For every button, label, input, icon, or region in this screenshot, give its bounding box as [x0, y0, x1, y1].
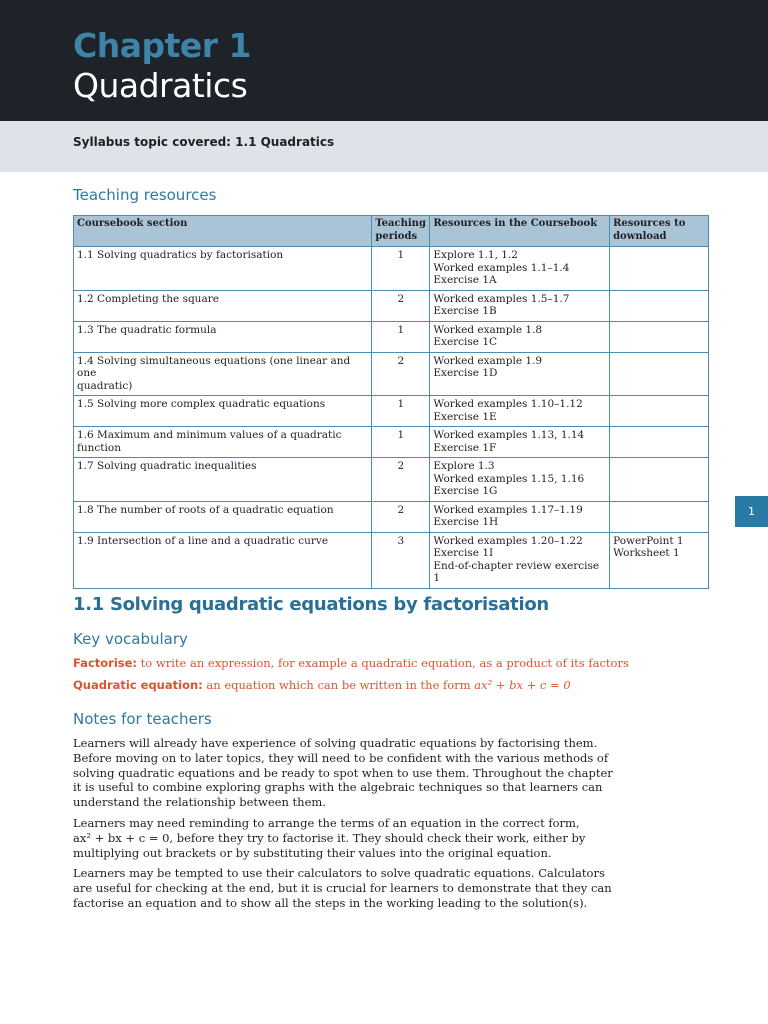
- table-row: [74, 427, 709, 458]
- section-cell: 1.9 Intersection of a line and a quadratic curve: [74, 532, 372, 588]
- section-cell: 1.6 Maximum and minimum values of a quadratic function: [74, 427, 372, 458]
- section-cell: 1.4 Solving simultaneous equations (one linear and one quadratic): [74, 352, 372, 396]
- section-cell: 1.1 Solving quadratics by factorisation: [74, 247, 372, 291]
- download-cell: [610, 321, 709, 352]
- chapter-number: Chapter 1: [73, 26, 251, 65]
- periods-cell: 2: [372, 458, 430, 502]
- chapter-header: [0, 0, 768, 121]
- table-row: [74, 247, 709, 291]
- teaching-resources-heading: Teaching resources: [73, 186, 217, 204]
- vocab-term: Factorise:: [73, 656, 138, 670]
- notes-paragraph: Learners will already have experience of solving quadratic equations by factorising them. Before moving on to later topics, they will need to be confident with the various methods of solving quadratic equations and be ready to spot when to use them. Throughout the chapter it is useful to combine exploring graphs with the algebraic techniques so that learners can understand the relationship between them.: [73, 736, 613, 810]
- vocab-item-quadratic-equation: [73, 678, 571, 692]
- notes-paragraph: Learners may need reminding to arrange the terms of an equation in the correct form, ax² + bx + c = 0, before they try to factorise it. They should check their work, either by multiplying out brackets or by substituting their values into the original equation.: [73, 816, 586, 860]
- key-vocabulary-heading: Key vocabulary: [73, 630, 188, 648]
- periods-cell: 2: [372, 290, 430, 321]
- syllabus-topic: Syllabus topic covered: 1.1 Quadratics: [73, 135, 335, 149]
- notes-for-teachers-heading: Notes for teachers: [73, 710, 212, 728]
- periods-cell: 1: [372, 427, 430, 458]
- periods-cell: 1: [372, 321, 430, 352]
- table-header-row: [74, 216, 709, 247]
- resources-cell: Worked example 1.8 Exercise 1C: [430, 321, 610, 352]
- column-header: Resources in the Coursebook: [430, 216, 610, 247]
- download-cell: [610, 290, 709, 321]
- table-row: [74, 352, 709, 396]
- periods-cell: 1: [372, 396, 430, 427]
- vocab-definition: an equation which can be written in the form: [206, 678, 471, 692]
- table-row: [74, 396, 709, 427]
- download-cell: [610, 501, 709, 532]
- column-header: Resources to download: [610, 216, 709, 247]
- download-cell: [610, 396, 709, 427]
- resources-cell: Worked examples 1.5–1.7 Exercise 1B: [430, 290, 610, 321]
- download-cell: [610, 352, 709, 396]
- column-header: Teaching periods: [372, 216, 430, 247]
- resources-cell: Worked example 1.9 Exercise 1D: [430, 352, 610, 396]
- periods-cell: 2: [372, 352, 430, 396]
- download-cell: [610, 427, 709, 458]
- download-cell: PowerPoint 1 Worksheet 1: [610, 532, 709, 588]
- section-cell: 1.7 Solving quadratic inequalities: [74, 458, 372, 502]
- resources-cell: Explore 1.1, 1.2 Worked examples 1.1–1.4 Exercise 1A: [430, 247, 610, 291]
- section-cell: 1.8 The number of roots of a quadratic equation: [74, 501, 372, 532]
- column-header: Coursebook section: [74, 216, 372, 247]
- section-cell: 1.2 Completing the square: [74, 290, 372, 321]
- vocab-term: Quadratic equation:: [73, 678, 203, 692]
- resources-cell: Explore 1.3 Worked examples 1.15, 1.16 Exercise 1G: [430, 458, 610, 502]
- download-cell: [610, 458, 709, 502]
- section-cell: 1.3 The quadratic formula: [74, 321, 372, 352]
- page-number-tab: 1: [735, 496, 768, 527]
- section-cell: 1.5 Solving more complex quadratic equations: [74, 396, 372, 427]
- table-row: [74, 458, 709, 502]
- resources-cell: Worked examples 1.10–1.12 Exercise 1E: [430, 396, 610, 427]
- vocab-item-factorise: [73, 656, 629, 670]
- periods-cell: 3: [372, 532, 430, 588]
- resources-cell: Worked examples 1.20–1.22 Exercise 1I End-of-chapter review exercise 1: [430, 532, 610, 588]
- table-row: [74, 532, 709, 588]
- resources-cell: Worked examples 1.13, 1.14 Exercise 1F: [430, 427, 610, 458]
- table-row: [74, 321, 709, 352]
- chapter-title: Quadratics: [73, 66, 248, 105]
- notes-paragraph: Learners may be tempted to use their calculators to solve quadratic equations. Calculators are useful for checking at the end, but it is crucial for learners to demonstrate that they can factorise an equation and to show all the steps in the working leading to the solution(s).: [73, 866, 612, 910]
- table-row: [74, 290, 709, 321]
- vocab-formula: ax² + bx + c = 0: [474, 678, 571, 692]
- section-heading: 1.1 Solving quadratic equations by factorisation: [73, 594, 549, 615]
- periods-cell: 1: [372, 247, 430, 291]
- download-cell: [610, 247, 709, 291]
- resources-cell: Worked examples 1.17–1.19 Exercise 1H: [430, 501, 610, 532]
- vocab-definition: to write an expression, for example a quadratic equation, as a product of its factors: [140, 656, 629, 670]
- teaching-resources-table: [73, 215, 709, 589]
- table-row: [74, 501, 709, 532]
- periods-cell: 2: [372, 501, 430, 532]
